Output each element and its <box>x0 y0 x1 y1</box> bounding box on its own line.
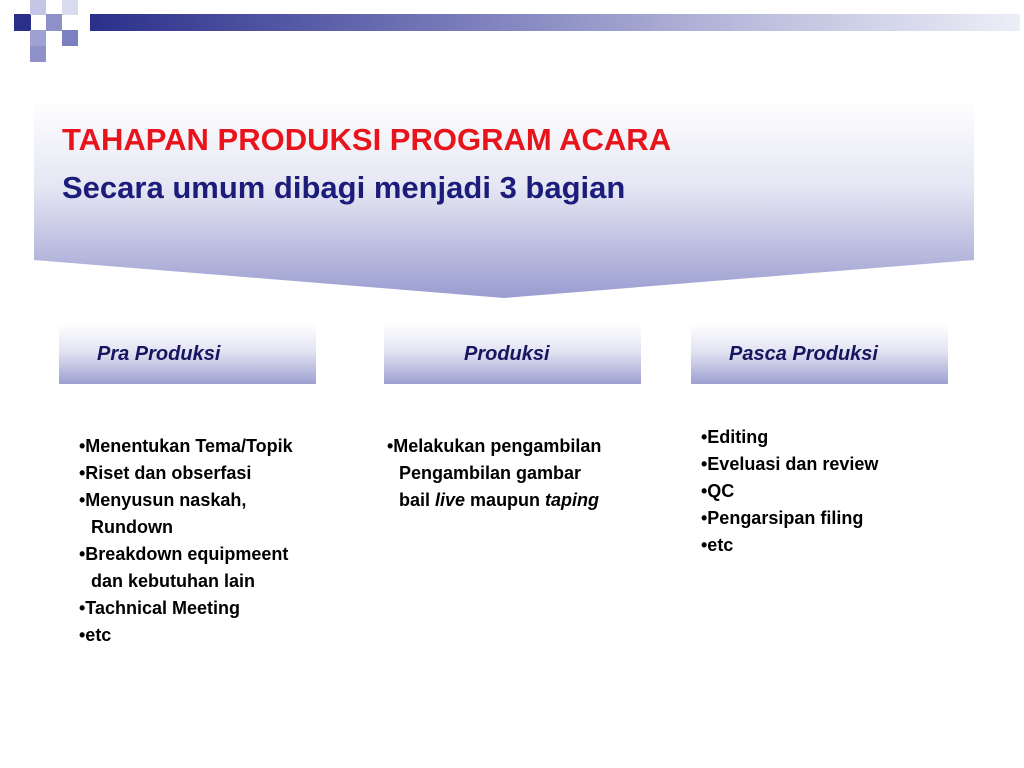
list-item: •Breakdown equipmeent <box>79 544 289 564</box>
text-run: maupun <box>465 490 546 510</box>
list-item: •QC <box>701 481 735 501</box>
deco-square <box>30 30 46 46</box>
text-run-italic: taping <box>545 490 600 510</box>
deco-square <box>14 14 31 31</box>
slide-title: TAHAPAN PRODUKSI PROGRAM ACARA <box>62 122 672 157</box>
list-item: •Pengarsipan filing <box>701 508 864 528</box>
list-item: •etc <box>701 535 734 555</box>
list-item: •Eveluasi dan review <box>701 454 879 474</box>
text-run: bail <box>399 490 436 510</box>
deco-square <box>30 0 46 15</box>
list-item: •Editing <box>701 427 769 447</box>
heading-label: Produksi <box>464 342 550 365</box>
list-item: •Melakukan pengambilan <box>387 436 602 456</box>
deco-square <box>46 14 62 31</box>
deco-square <box>30 46 46 62</box>
slide-subtitle: Secara umum dibagi menjadi 3 bagian <box>62 170 626 205</box>
header-gradient-bar <box>90 14 1020 31</box>
deco-square <box>62 30 78 46</box>
column-heading-pra-produksi <box>59 324 316 384</box>
column-heading-pasca-produksi <box>691 324 948 384</box>
list-item-continuation: Pengambilan gambar <box>399 463 582 483</box>
list-item: •Menentukan Tema/Topik <box>79 436 293 456</box>
list-item: •etc <box>79 625 112 645</box>
text-run-italic: live <box>435 490 466 510</box>
list-pra-produksi <box>79 433 293 649</box>
list-item: •Riset dan obserfasi <box>79 463 252 483</box>
list-item-continuation: Rundown <box>91 517 173 537</box>
column-heading-produksi <box>384 324 641 384</box>
list-item: •Tachnical Meeting <box>79 598 240 618</box>
list-pasca-produksi <box>701 424 878 559</box>
heading-label: Pra Produksi <box>97 342 221 365</box>
list-item-continuation: dan kebutuhan lain <box>91 571 256 591</box>
list-item: •Menyusun naskah, <box>79 490 247 510</box>
deco-square <box>62 0 78 15</box>
heading-label: Pasca Produksi <box>729 342 878 365</box>
list-item-continuation <box>387 487 601 514</box>
list-produksi <box>387 433 601 514</box>
